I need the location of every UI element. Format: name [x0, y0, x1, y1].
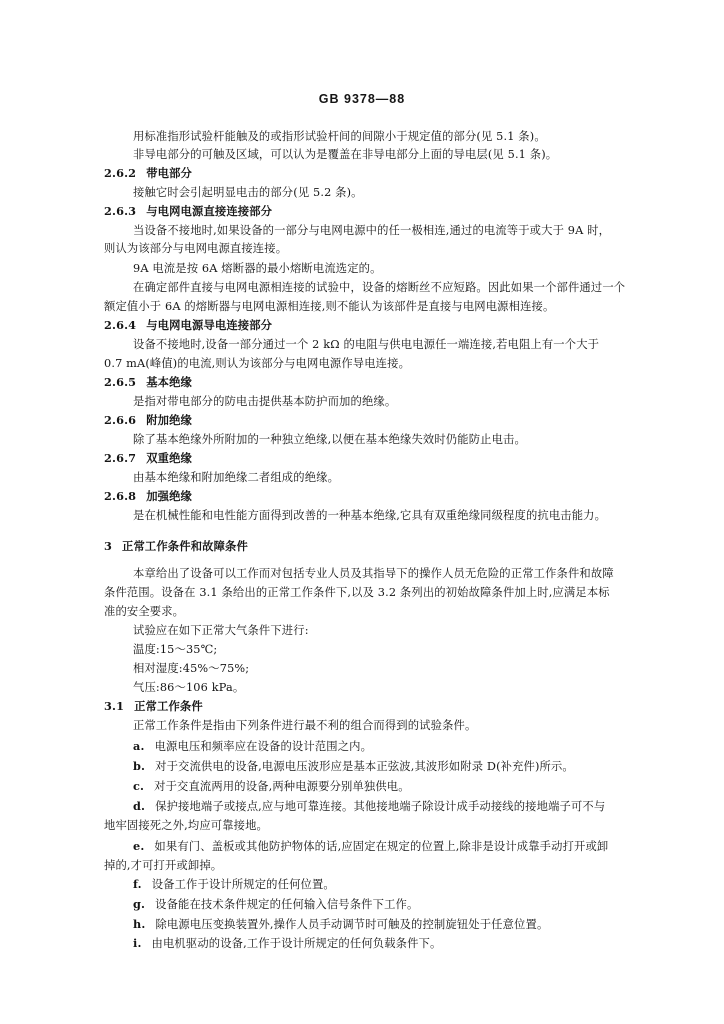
body-line: 相对湿度:45%～75%;: [133, 662, 250, 675]
list-item: [133, 897, 418, 912]
body-line: 则认为该部分与电网电源直接连接。: [104, 242, 288, 255]
section-heading: [104, 451, 192, 466]
list-item: [133, 917, 548, 932]
section-number: 2.6.7: [104, 451, 137, 465]
list-item: [133, 739, 372, 754]
body-line: 准的安全要求。: [104, 605, 185, 618]
item-label: d.: [133, 799, 146, 813]
list-item: [133, 936, 441, 951]
item-label: e.: [133, 839, 145, 853]
body-line: 正常工作条件是指由下列条件进行最不利的组合而得到的试验条件。: [133, 719, 477, 732]
item-text: 设备工作于设计所规定的任何位置。: [151, 878, 335, 891]
section-number: 2.6.5: [104, 375, 137, 389]
body-line: 除了基本绝缘外所附加的一种独立绝缘,以便在基本绝缘失效时仍能防止电击。: [133, 433, 526, 446]
body-line: 0.7 mA(峰值)的电流,则认为该部分与电网电源作导电连接。: [104, 357, 411, 370]
body-line: 9A 电流是按 6A 熔断器的最小熔断电流选定的。: [133, 262, 382, 275]
list-item: [133, 759, 574, 774]
body-line: 本章给出了设备可以工作而对包括专业人员及其指导下的操作人员无危险的正常工作条件和故障: [133, 567, 614, 580]
chapter-title: 正常工作条件和故障条件: [122, 539, 248, 553]
item-text: 除电源电压变换装置外,操作人员手动调节时可触及的控制旋钮处于任意位置。: [155, 918, 549, 931]
body-line: 非导电部分的可触及区域，可以认为是覆盖在非导电部分上面的导电层(见 5.1 条)。: [133, 148, 558, 161]
section-number: 2.6.2: [104, 166, 137, 180]
item-text: 对于交直流两用的设备,两种电源要分别单独供电。: [154, 780, 410, 793]
section-title: 附加绝缘: [146, 413, 192, 427]
section-title: 与电网电源导电连接部分: [146, 318, 273, 332]
item-text: 电源电压和频率应在设备的设计范围之内。: [154, 740, 373, 753]
item-text: 如果有门、盖板或其他防护物体的话,应固定在规定的位置上,除非是设计成靠手动打开或卸: [154, 840, 609, 853]
item-label: h.: [133, 917, 146, 931]
item-label: f.: [133, 877, 142, 891]
body-line: 接触它时会引起明显电击的部分(见 5.2 条)。: [133, 186, 363, 199]
list-item-continuation: 掉的,才可打开或卸掉。: [104, 859, 223, 872]
body-line: 气压:86～106 kPa。: [133, 681, 245, 694]
list-item: [133, 839, 608, 854]
section-title: 带电部分: [146, 166, 192, 180]
section-title: 加强绝缘: [146, 489, 192, 503]
body-line: 是指对带电部分的防电击提供基本防护而加的绝缘。: [133, 395, 397, 408]
list-item: [133, 799, 605, 814]
item-label: i.: [133, 936, 142, 950]
list-item-continuation: 地牢固接死之外,均应可靠接地。: [104, 819, 268, 832]
body-line: 条件范围。设备在 3.1 条给出的正常工作条件下,以及 3.2 条列出的初始故障条件加上时,应满足本标: [104, 586, 610, 599]
body-line: 设备不接地时,设备一部分通过一个 2 kΩ 的电阻与供电电源任一端连接,若电阻上有一个大于: [133, 338, 600, 351]
body-line: 额定值小于 6A 的熔断器与电网电源相连接,则不能认为该部件是直接与电网电源相连接。: [104, 300, 555, 313]
section-title: 与电网电源直接连接部分: [146, 204, 273, 218]
body-line: 用标准指形试验杆能触及的或指形试验杆间的间隙小于规定值的部分(见 5.1 条)。: [133, 130, 546, 143]
section-title: 基本绝缘: [146, 375, 192, 389]
section-heading: [104, 699, 203, 714]
section-title: 正常工作条件: [134, 699, 203, 713]
section-heading: [104, 413, 192, 428]
section-heading: [104, 204, 272, 219]
section-number: 2.6.3: [104, 204, 137, 218]
body-line: 当设备不接地时,如果设备的一部分与电网电源中的任一极相连,通过的电流等于或大于 9A 时，: [133, 224, 611, 237]
item-label: a.: [133, 739, 145, 753]
body-line: 由基本绝缘和附加绝缘二者组成的绝缘。: [133, 471, 340, 484]
section-heading: [104, 166, 192, 181]
item-text: 对于交流供电的设备,电源电压波形应是基本正弦波,其波形如附录 D(补充件)所示。: [155, 760, 574, 773]
section-number: 2.6.6: [104, 413, 137, 427]
page-header: GB 9378—88: [318, 92, 406, 106]
item-label: g.: [133, 897, 146, 911]
body-line: 是在机械性能和电性能方面得到改善的一种基本绝缘,它具有双重绝缘同级程度的抗电击能力。: [133, 509, 607, 522]
section-number: 2.6.8: [104, 489, 137, 503]
item-text: 保护接地端子或接点,应与地可靠连接。其他接地端子除设计成手动接线的接地端子可不与: [155, 800, 606, 813]
list-item: [133, 779, 410, 794]
section-heading: [104, 489, 192, 504]
item-text: 设备能在技术条件规定的任何输入信号条件下工作。: [155, 898, 419, 911]
item-label: c.: [133, 779, 145, 793]
section-heading: [104, 318, 272, 333]
section-number: 3.1: [104, 699, 125, 713]
chapter-heading: [104, 539, 248, 554]
item-text: 由电机驱动的设备,工作于设计所规定的任何负载条件下。: [151, 937, 442, 950]
chapter-number: 3: [104, 539, 113, 553]
body-line: 温度:15～35℃;: [133, 643, 218, 656]
section-heading: [104, 375, 192, 390]
list-item: [133, 877, 335, 892]
section-number: 2.6.4: [104, 318, 137, 332]
section-title: 双重绝缘: [146, 451, 192, 465]
body-line: 试验应在如下正常大气条件下进行:: [133, 624, 309, 637]
item-label: b.: [133, 759, 146, 773]
body-line: 在确定部件直接与电网电源相连接的试验中，设备的熔断丝不应短路。因此如果一个部件通过一个: [133, 281, 626, 294]
